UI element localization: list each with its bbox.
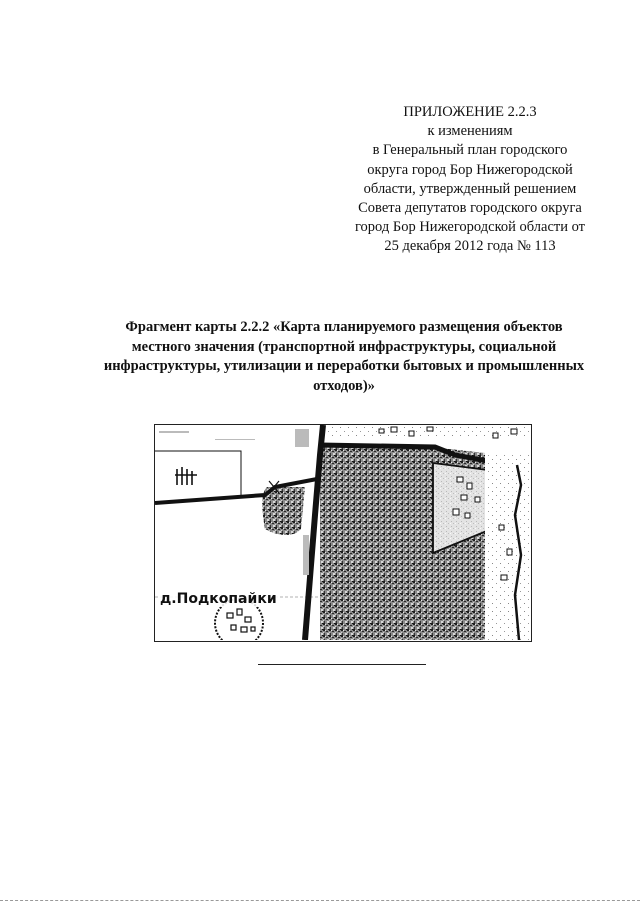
village-houses [227,609,255,632]
parcel-boundary [155,451,241,497]
appendix-line: город Бор Нижегородской области от [354,219,586,236]
map-caption [96,318,592,396]
appendix-line: в Генеральный план городского [372,142,568,159]
caption-line: местного значения (транспортной инфраструктуры, социальной [131,338,557,355]
appendix-line: к изменениям [427,123,513,140]
closing-rule [258,664,426,665]
map-fragment [154,424,532,642]
map-drawing [155,425,530,640]
forest-zone [320,445,433,640]
appendix-date: 25 декабря 2012 года № 113 [384,238,556,255]
village-label: д.Подкопайки [160,591,277,607]
caption-line: отходов)» [313,377,375,394]
appendix-line: области, утвержденный решением [363,180,577,197]
caption-line: Фрагмент карты 2.2.2 «Карта планируемого размещения объектов [125,319,563,335]
appendix-header [332,103,608,257]
power-line-icon [175,467,197,485]
appendix-title: ПРИЛОЖЕНИЕ 2.2.3 [403,104,537,120]
page-edge [0,900,640,901]
caption-line: инфраструктуры, утилизации и переработки бытовых и промышленных [103,358,585,375]
settlement-east [485,455,530,640]
appendix-line: округа город Бор Нижегородской [367,161,573,178]
appendix-line: Совета депутатов городского округа [358,200,582,217]
